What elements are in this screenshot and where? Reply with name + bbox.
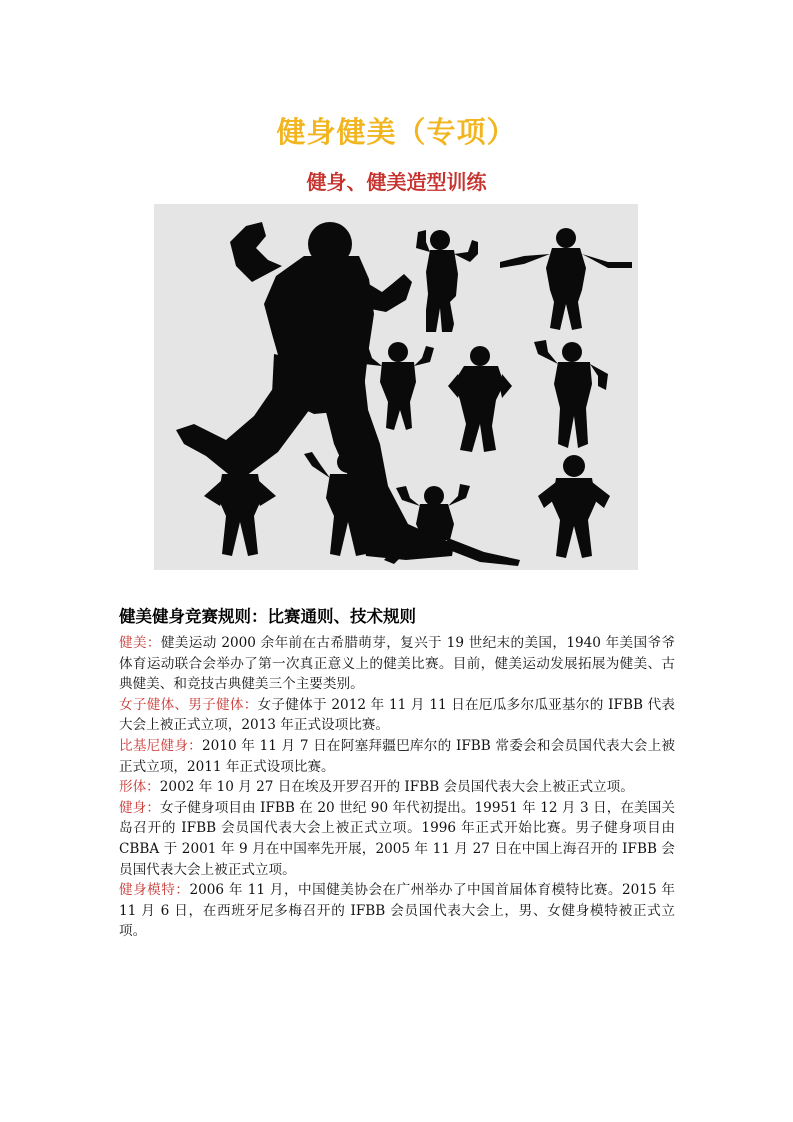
document-title: 健身健美（专项） [276, 115, 517, 149]
silhouette-top-right [500, 228, 632, 330]
silhouette-bottom-1 [204, 451, 276, 556]
term-label: 比基尼健身： [119, 737, 203, 754]
term-label: 女子健体、男子健体： [119, 696, 258, 713]
paragraph-physique [119, 695, 675, 736]
silhouette-middle-center [448, 346, 512, 452]
document-subtitle: 健身、健美造型训练 [306, 170, 487, 194]
bodybuilder-silhouettes-image [154, 204, 638, 570]
silhouette-bottom-4 [538, 455, 610, 558]
term-label: 健身： [119, 799, 161, 816]
paragraph-text: 2010 年 11 月 7 日在阿塞拜疆巴库尔的 IFBB 常委会和会员国代表大会上被正式立项，2011 年正式设项比赛。 [119, 737, 675, 775]
paragraph-text: 2006 年 11 月，中国健美协会在广州举办了中国首届体育模特比赛。2015 年 11 月 6 日，在西班牙尼多梅召开的 IFBB 会员国代表大会上，男、女健身模特被正式立项。 [119, 882, 675, 940]
term-label: 健身模特： [119, 882, 190, 899]
rules-content [119, 633, 675, 942]
paragraph-text: 健美运动 2000 余年前在古希腊萌芽，复兴于 19 世纪末的美国，1940 年美国爷爷体育运动联合会举办了第一次真正意义上的健美比赛。目前，健美运动发展拓展为健美、古典健美、和竞技古典健美三个主要类别。 [119, 635, 675, 693]
term-label: 健美： [119, 635, 161, 651]
silhouette-middle-right [534, 340, 608, 448]
paragraph-text: 女子健身项目由 IFBB 在 20 世纪 90 年代初提出。19951 年 12 月 3 日，在美国关岛召开的 IFBB 会员国代表大会上被正式立项。1996 年正式开始比赛。男子健身项目由 CBBA 于 2001 年 9 月在中国率先开展，2005 年 11 月 27 日在中国上海召开的 IFBB 会员国代表大会上被正式立项。 [119, 799, 675, 878]
paragraph-bikini-fitness [119, 736, 675, 777]
paragraph-text: 2002 年 10 月 27 日在埃及开罗召开的 IFBB 会员国代表大会上被正式立项。 [159, 779, 634, 796]
paragraph-fitness [119, 798, 675, 880]
paragraph-fitness-model [119, 880, 675, 942]
term-label: 形体： [119, 779, 160, 796]
paragraph-figure [119, 777, 675, 798]
section-heading: 健美健身竞赛规则：比赛通则、技术规则 [119, 607, 416, 626]
silhouette-top-middle [416, 230, 478, 332]
paragraph-bodybuilding [119, 633, 675, 695]
paragraph-text: 女子健体于 2012 年 11 月 11 日在厄瓜多尔瓜亚基尔的 IFBB 代表大会上被正式立项，2013 年正式设项比赛。 [119, 696, 675, 734]
